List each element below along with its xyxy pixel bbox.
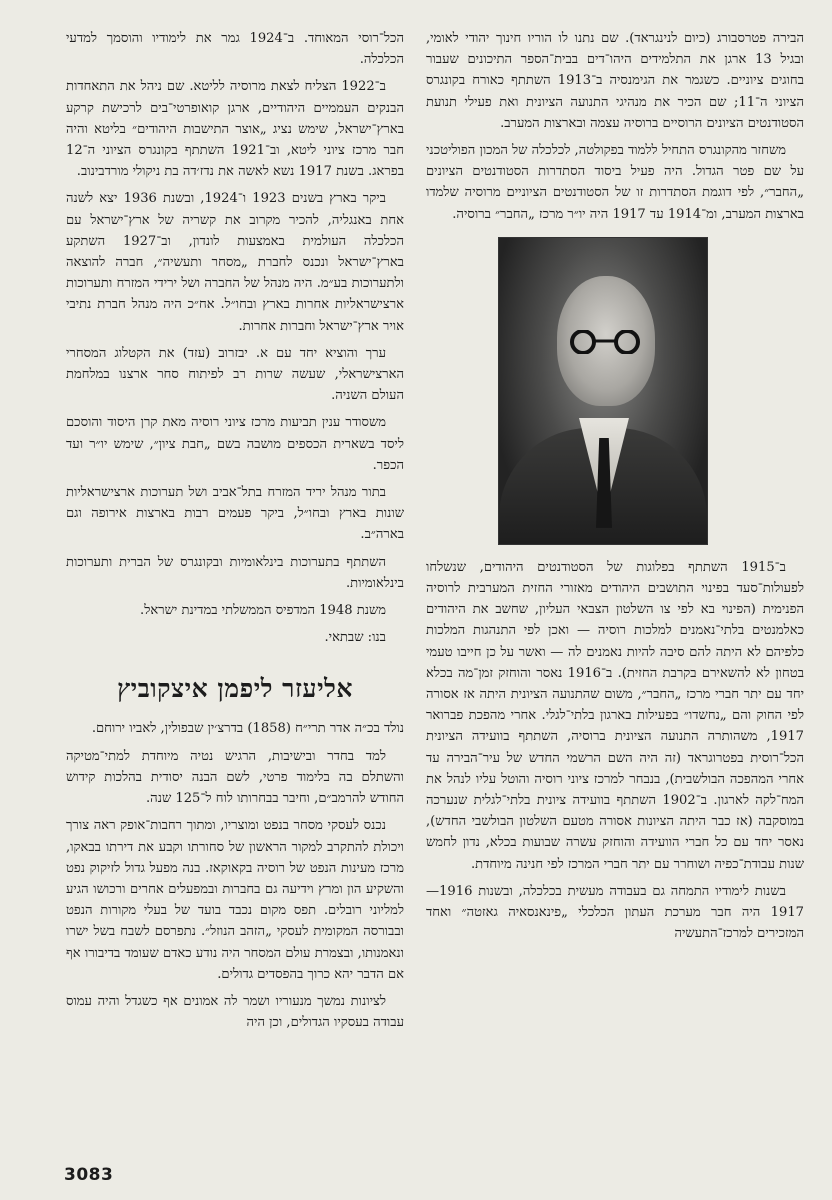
paragraph: לציונות נמשך מנעוריו ושמר לה אמונים אף כשגדל והיה עמוס עבודה בעסקיו הגדולים, וכן היה xyxy=(66,993,404,1031)
paragraph: משחזר מהקונגרס התחיל ללמוד בפקולטה, לכלכלה של המכון הפוליטכני על שם פטר הגדול. היה פעיל ביסוד הסתדרות הסטודנטים הציונים „החבר״, לפי דוגמת הסתדרות זו של הסטודנטים הציוניים מרוסיה שלמדו בארצות המערב, ומ־1914 עד 1917 היה יו״ר מרכז „החבר״ ברוסיה. xyxy=(426,143,804,222)
left-column xyxy=(66,28,404,1039)
paragraph: משנת 1948 המדפיס הממשלתי במדינת ישראל. xyxy=(140,603,386,619)
paragraph: השתתף בתערוכות בינלאומיות ובקונגרס של הברית ותערוכות בינלאומיות. xyxy=(66,554,404,591)
right-column xyxy=(426,28,804,950)
paragraph: בתור מנהל יריד המזרח בתל־אביב ושל תערוכות ארצישראליות שונות בארץ ובחו״ל, ביקר פעמים רבות בארצות אירופה וגם בארה״ב. xyxy=(66,485,404,543)
paragraph: ביקר בארץ בשנים 1923 ו־1924, ובשנת 1936 יצא לשנה אחת באנגליה, להכיר מקרוב את קשריה של ארץ־ישראל עם הכלכלה העולמית באמצעות לונדון, וב־1927 השתקע בארץ־ישראל ונכנס לחברת „מסחר ותעשיה״, חברה להוצאה ולתערוכות בע״מ. היה מנהל של החברה ושל ירידי המזרח ותערוכות ארצישראליות אחרות בארץ ובחו״ל. אח״כ היה מנהל חברת נתיבי אויר ארץ־ישראל וחברות אחרות. xyxy=(66,191,404,334)
paragraph: ב־1915 השתתף בפלוגות של הסטודנטים היהודים, שנשלחו לפעולות־סעד בפינוי התושבים היהודים מאזורי החזית המערבית לרוסיה הפנימית (הפינוי בא לפי צו השלטון הצבאי העליון, שחשב את היהודים כאלמנטים בלתי־נאמנים למלכות רוסיה — ואכן לפי התנהגות המלכות כלפיהם לא היתה להם סיבה להיות נאמנים לה — ואשר על כן חייבו טעמי בטחון לא להשאירם בקרבת החזית). ב־1916 נאסר והוחזק זמן־מה בכלא יחד עם יתר חברי מרכז „החבר״, משום שהתנועה הציונית היתה אז אסורה לפי החוק והם „נחשדו״ בפעילות בארגון בלתי־לגלי. אחרי מהפכת פברואר 1917, משהותרה התנועה הציונית ברוסיה, השתתף בוועידה הציונית הכל־רוסית בפטרוגראד (זה היה השם הרשמי החדש של עיר־הבירה עד אחרי המהפכה הבולשבית), בנבחר למרכז ציוני רוסיה והוטל עליו לנהל את המח־לקה לארגון. ב־1902 השתתף בוועידה ציונית בלתי־לגלית שנערכה במוסקבה (אז כבר היתה הציונות אסורה מטעם השלטון הבולשבי החדש), נאסר יחד עם כל חברי הוועידה והוחזק עשרה שבועות בכלא, נדון לחמש שנות עבודת־כפיה ושוחרר עם יתר חברי המרכז לפי חנינה מיוחדת. xyxy=(426,559,805,872)
portrait-photo xyxy=(498,237,708,545)
paragraph: ערך והוציא יחד עם א. יבזרוב (עזד) את הקטלוג המסחרי הארצישראלי, שעשה שרות רב לפיתוח סחר ארצנו במלחמת העולם השניה. xyxy=(66,345,404,404)
paragraph: הבירה פטרסבורג (כיום לנינגראד). שם נתנו לו הוריו חינוך יהודי לאומי, ובגיל 13 ארגן את התלמידים היהו־דים בבית־הספר התיכונים שעבור בחוגים ציוניים. כשגמר את הגימנסיה ב־1913 השתתף כאורח בקונגרס הציוני ה־11; שם הכיר את מנהיגי התנועה הציונית ואת פעילי תנועת הסטודנטים הציונים הרוסיים ברוסיה עצמה ובארצות המערב. xyxy=(426,31,805,131)
paragraph: למד בחדר ובישיבות, הרגיש נטיה מיוחדת למתי־מטיקה והשתלם בה בלימוד פרטי, לשם הבנה יסודית בהלכות קידוש החודש להרמב״ם, וחיבר בבחרותו לוח ל־125 שנה. xyxy=(66,748,404,807)
article-headline: אליעזר ליפמן איצקוביץ xyxy=(117,674,353,704)
paragraph: הכל־רוסי המאוחד. ב־1924 גמר את לימודיו והוסמך למדעי הכלכלה. xyxy=(66,31,404,68)
paragraph: בשנות לימודיו התמחה גם בעבודה מעשית בכלכלה, ובשנות 1916—1917 היה חבר מערכת העתון הכלכלי „פינאנסאיה גאזטה״ ואחד המזכירים למרכז־התעשיה xyxy=(426,883,804,942)
paragraph: ב־1922 הצליח לצאת מרוסיה לליטא. שם ניהל את התאחדות הבנקים העממיים היהודיים, ארגן קואופרטי־בים לרכישת קרקע בארץ־ישראל, שימש נציג „אוצר התישבות היהודים״ בליטא והיה חבר מרכז ציוני ליטא, וב־1921 השתתף בקונגרס הציוני ה־12 בפראג. בשנת 1917 נשא לאשה את נדז׳דה בת ניקולי מורדבינוב. xyxy=(66,79,404,180)
paragraph: נכנס לעסקי מסחר בנפט ומוצריו, ומתוך רחבות־אופק ראה צורך ויכולת להתקרב למקור הראשון של סחורתו וקבע את דירתו בבאקו, מרכז מעינות הנפט של רוסיה בקאוקאז. בנה מפעל גדול לזיקוק נפט והשקיע הון ומרץ וידיעה גם בחברות ובמפעלים אחרים ורכושו הגיע למליוני רובלים. תפס מקום נכבד בועד של בעלי מקורות הנפט ובבורסה המקומית לעסקי „הזהב הנוזל״. נתפרסם לשבח בשל ישרו ונאמנותו, ובצמרת עולם המסחר היה נודע כאדם שעומד בדיבורו אף אם הדבר יהא כרוך בהפסדים גדולים. xyxy=(66,818,404,982)
paragraph: בנו: שבתאי. xyxy=(324,630,386,646)
paragraph: נולד בכ״ה אדר תרי״ח (1858) בדרצ׳ין שבפולין, לאביו ירוחם. xyxy=(91,721,404,737)
paragraph: משסודר ענין תביעות מרכז ציוני רוסיה מאת קרן היסוד והוסכם ליסד בשארית הכספים מושבה בשם „חבת ציון״, שימש יו״ר ועד הכפר. xyxy=(66,415,404,473)
page-number: 3083 xyxy=(64,1165,114,1185)
glasses-icon xyxy=(561,330,651,354)
